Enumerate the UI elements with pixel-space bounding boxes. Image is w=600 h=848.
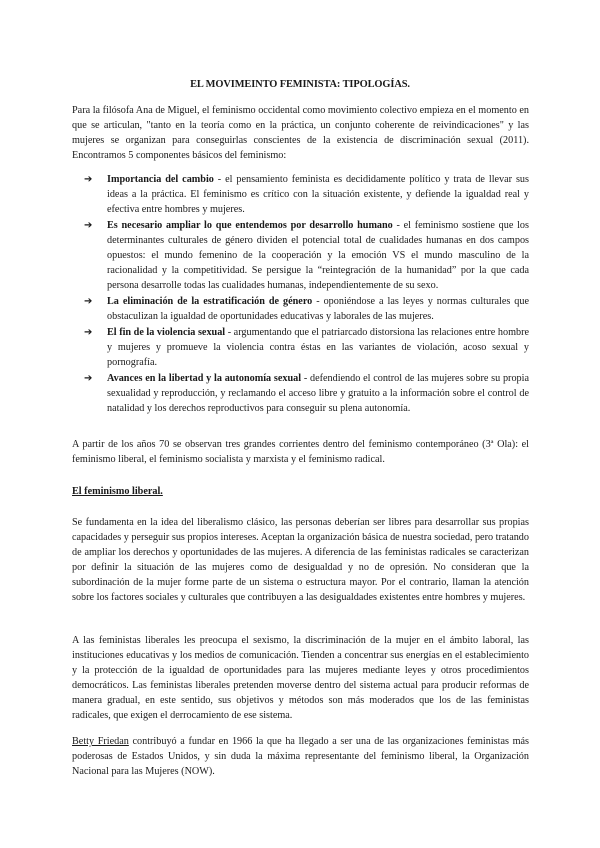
arrow-bullet-icon: ➔: [84, 327, 93, 338]
friedan-text: contribuyó a fundar en 1966 la que ha llegado a ser una de las organizaciones feministas más poderosas de Estados Unidos, y sin duda la máxima representante del feminismo liberal, la Organización Nacional para las Mujeres (NOW).: [72, 736, 529, 777]
component-keyword: El fin de la violencia sexual: [107, 327, 226, 338]
arrow-bullet-icon: ➔: [84, 174, 93, 185]
arrow-bullet-icon: ➔: [84, 373, 93, 384]
list-item: [84, 325, 529, 370]
list-item: [84, 294, 529, 324]
currents-paragraph: A partir de los años 70 se observan tres grandes corrientes dentro del feminismo contemporáneo (3ª Ola): el feminismo liberal, el feminismo socialista y marxista y el feminismo radical.: [72, 439, 529, 465]
component-text: - defendiendo el control de las mujeres sobre su propia sexualidad y reproducción, y reclamando el acceso libre y gratuito a la información sobre el control de natalidad y los derechos reproductivos para conseguir su plena autonomía.: [107, 373, 529, 414]
components-list: [84, 172, 529, 417]
component-keyword: Avances en la libertad y la autonomía sexual: [107, 373, 302, 384]
component-keyword: La eliminación de la estratificación de género: [107, 296, 313, 307]
arrow-bullet-icon: ➔: [84, 220, 93, 231]
component-text: - argumentando que el patriarcado distorsiona las relaciones entre hombre y mujeres y promueve la violencia contra éstas en las variantes de violación, acoso sexual y pornografía.: [107, 327, 529, 368]
arrow-bullet-icon: ➔: [84, 296, 93, 307]
intro-paragraph: Para la filósofa Ana de Miguel, el feminismo occidental como movimiento colectivo empieza en el momento en que se articulan, "tanto en la teoría como en la práctica, un conjunto coherente de reivindicaciones" y las mujeres se organizan para conseguirlas conscientes de la existencia de discriminación sexual (2011). Encontramos 5 componentes básicos del feminismo:: [72, 105, 529, 161]
page-title: EL MOVIMEINTO FEMINISTA: TIPOLOGÍAS.: [190, 79, 410, 90]
component-keyword: Es necesario ampliar lo que entendemos por desarrollo humano: [107, 220, 393, 231]
component-keyword: Importancia del cambio: [107, 174, 214, 185]
friedan-name: Betty Friedan: [72, 736, 129, 747]
section-heading-liberal: El feminismo liberal.: [72, 486, 163, 497]
list-item: [84, 172, 529, 217]
component-text: - el pensamiento feminista es decididamente político y trata de llevar sus ideas a la práctica. El feminismo es crítico con la situación existente, y defiende la igualdad real y efectiva entre hombres y mujeres.: [107, 174, 529, 215]
friedan-paragraph: [72, 734, 529, 779]
component-text: - oponiéndose a las leyes y normas culturales que obstaculizan la igualdad de oportunidades educativas y laborales de las mujeres.: [107, 296, 529, 322]
list-item: [84, 218, 529, 293]
component-text: - el feminismo sostiene que los determinantes culturales de género dividen el potencial total de cualidades humanas en dos campos opuestos: el mundo femenino de la cooperación y la emoción VS el mundo masculino de la racionalidad y la competitividad. Se persigue la “reintegración de la humanidad” por la que cada persona desarrolle todas las cualidades humanas, independientemente de su sexo.: [107, 220, 529, 291]
liberal-paragraph-2: A las feministas liberales les preocupa el sexismo, la discriminación de la mujer en el ámbito laboral, las instituciones educativas y los medios de comunicación. Tienden a concentrar sus energías en el establecimiento y la protección de la igualdad de oportunidades para las mujeres mediante leyes y otros procedimientos democráticos. Las feministas liberales pretenden moverse dentro del sistema actual para producir reformas de manera gradual, en este sentido, sus objetivos y métodos son más moderados que los de las feministas radicales, que exigen el derrocamiento de ese sistema.: [72, 635, 529, 721]
list-item: [84, 371, 529, 416]
liberal-paragraph-1: Se fundamenta en la idea del liberalismo clásico, las personas deberían ser libres para desarrollar sus propias capacidades y perseguir sus propios intereses. Aceptan la organización básica de nuestra sociedad, pero tratando de ampliar los derechos y oportunidades de las mujeres. A diferencia de las feministas radicales se caracterizan por definir la situación de las mujeres como de desigualdad y no de opresión. No consideran que la subordinación de la mujer forme parte de un sistema o estructura mayor. Por el contrario, llaman la atención sobre los factores sociales y culturales que contribuyen a las desigualdades existentes entre hombres y mujeres.: [72, 517, 529, 603]
